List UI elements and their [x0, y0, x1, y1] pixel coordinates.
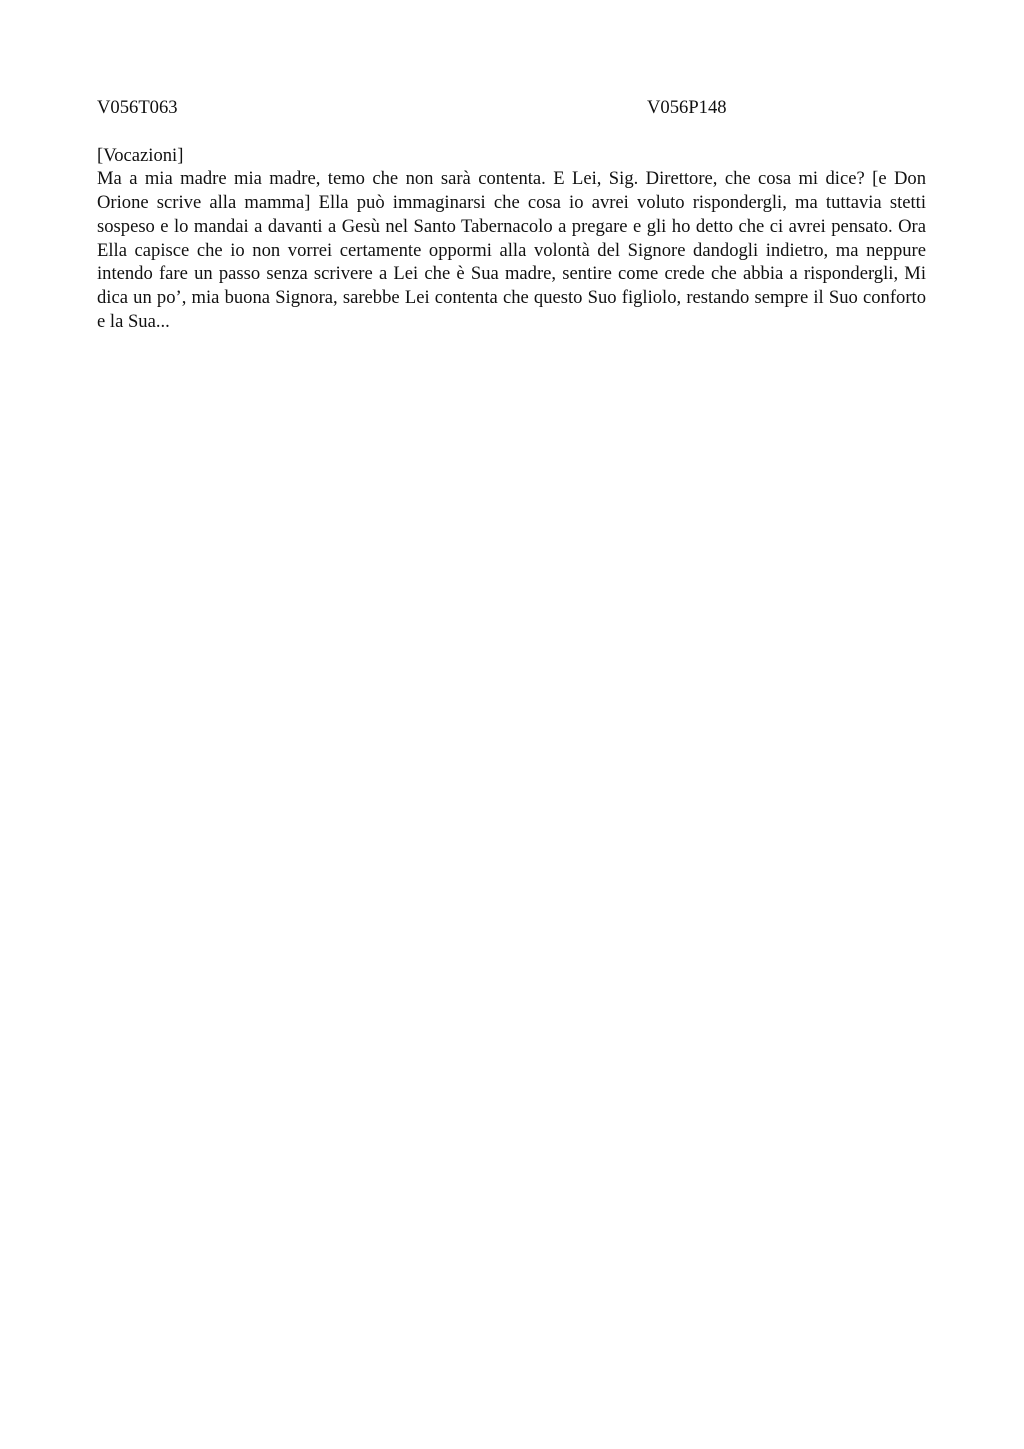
document-code-left: V056T063: [97, 97, 178, 118]
document-page: [97, 96, 926, 333]
body-paragraph: Ma a mia madre mia madre, temo che non sarà contenta. E Lei, Sig. Direttore, che cosa mi dice? [e Don Orione scrive alla mamma] Ella può immaginarsi che cosa io avrei voluto rispondergli, ma tuttavia stetti sospeso e lo mandai a davanti a Gesù nel Santo Tabernacolo a pregare e gli ho detto che ci avrei pensato. Ora Ella capisce che io non vorrei certamente oppormi alla volontà del Signore dandogli indietro, ma neppure intendo fare un passo senza scrivere a Lei che è Sua madre, sentire come crede che abbia a rispondergli, Mi dica un po’, mia buona Signora, sarebbe Lei contenta che questo Suo figliolo, restando sempre il Suo conforto e la Sua...: [97, 168, 926, 332]
section-title: [Vocazioni]: [97, 144, 184, 166]
document-header: [97, 96, 926, 120]
document-code-right: V056P148: [647, 97, 727, 118]
header-spacer: [97, 120, 926, 144]
